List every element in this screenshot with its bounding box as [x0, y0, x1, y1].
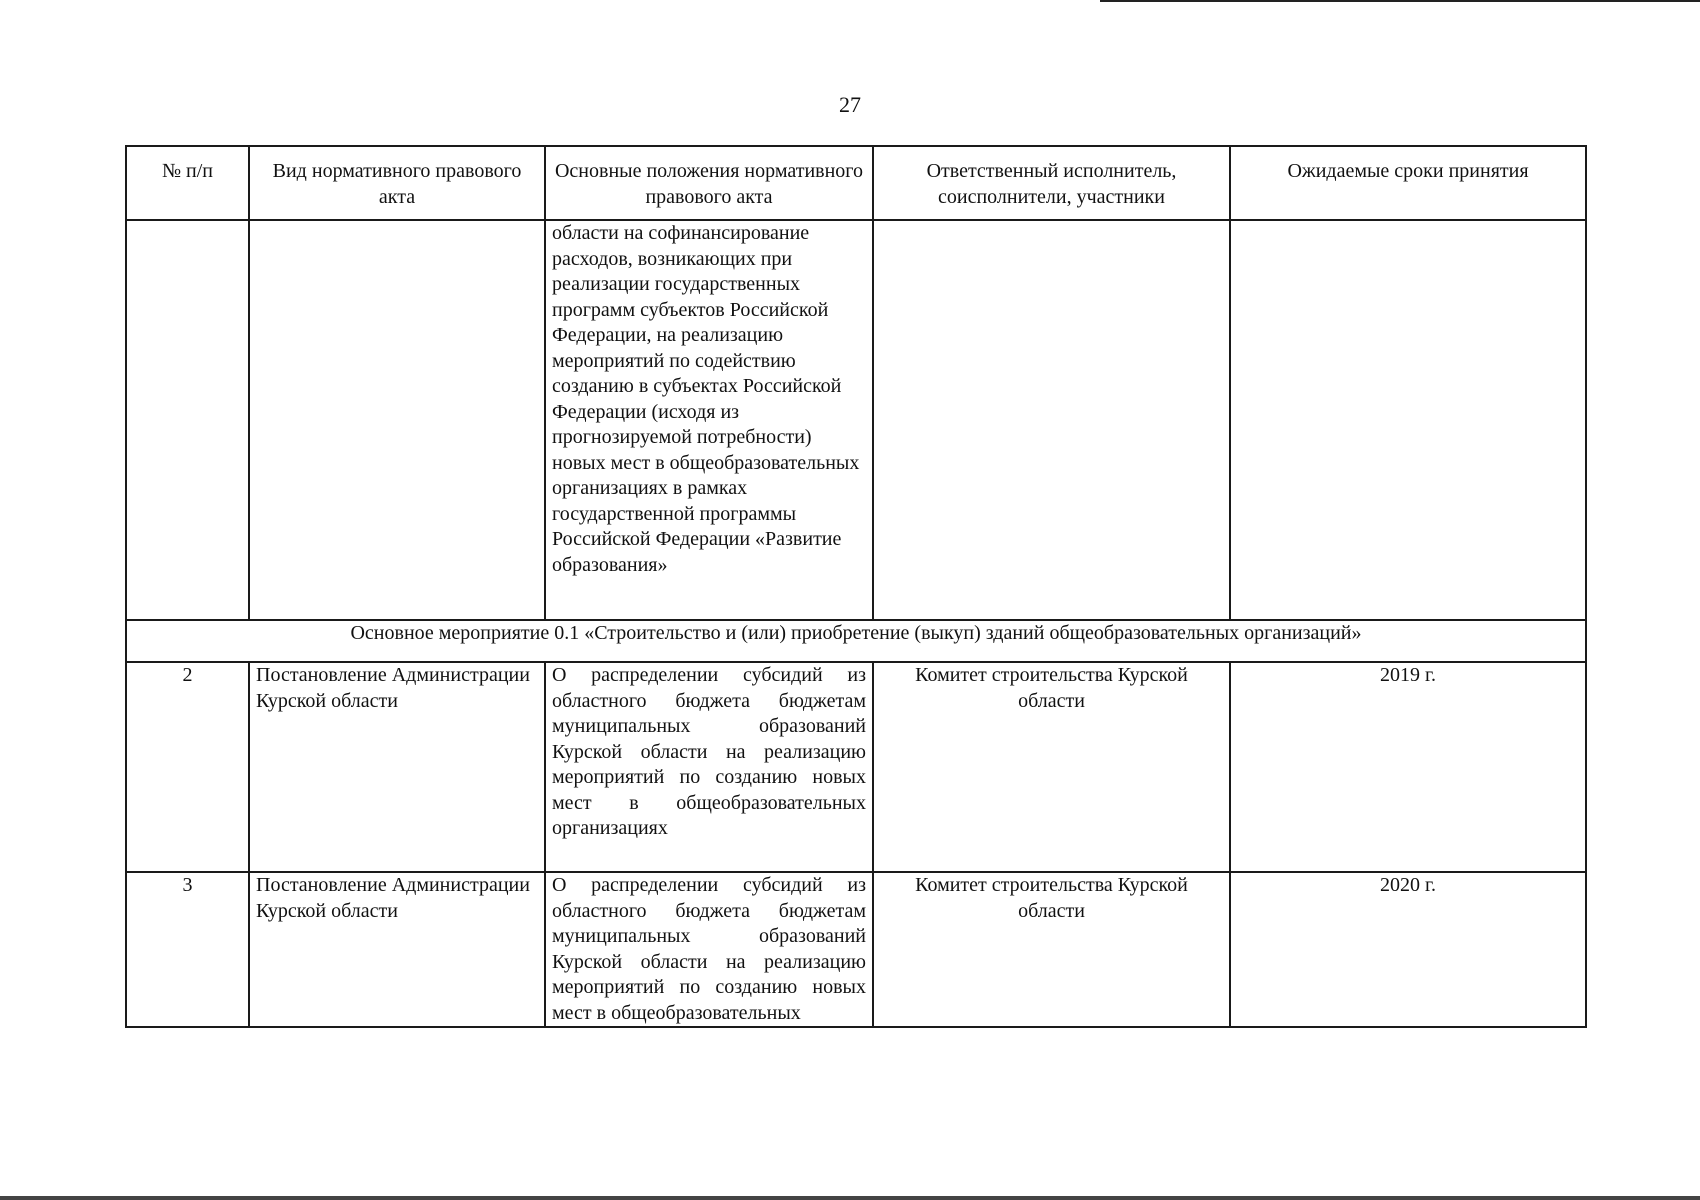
- header-num: № п/п: [126, 146, 249, 220]
- cell-expected-date: 2020 г.: [1230, 872, 1586, 1027]
- cell-main-provisions: О распределении субсидий из областного бюджета бюджетам муниципальных образований Курской области на реализацию мероприятий по созданию новых мест в общеобразовательных организациях: [545, 662, 873, 872]
- header-responsible: Ответственный исполнитель, соисполнители, участники: [873, 146, 1230, 220]
- bottom-scan-edge: [0, 1196, 1700, 1200]
- cell-responsible: [873, 220, 1230, 620]
- page-number: 27: [839, 92, 861, 117]
- cell-act-type: [249, 220, 545, 620]
- header-main-provisions: Основные положения нормативного правового акта: [545, 146, 873, 220]
- cell-expected-date: 2019 г.: [1230, 662, 1586, 872]
- cell-main-provisions: О распределении субсидий из областного бюджета бюджетам муниципальных образований Курской области на реализацию мероприятий по созданию новых мест в общеобразовательных: [545, 872, 873, 1027]
- table-row: [126, 662, 1586, 872]
- cell-responsible: Комитет строительства Курской области: [873, 872, 1230, 1027]
- cell-main-provisions: области на софинансирование расходов, возникающих при реализации государственных программ субъектов Российской Федерации, на реализацию мероприятий по содействию созданию в субъектах Российской Федерации (исходя из прогнозируемой потребности) новых мест в общеобразовательных организациях в рамках государственной программы Российской Федерации «Развитие образования»: [545, 220, 873, 620]
- section-row: [126, 620, 1586, 662]
- cell-num: 3: [126, 872, 249, 1027]
- cell-responsible: Комитет строительства Курской области: [873, 662, 1230, 872]
- section-title: Основное мероприятие 0.1 «Строительство и (или) приобретение (выкуп) зданий общеобразовательных организаций»: [126, 620, 1586, 662]
- cell-num: [126, 220, 249, 620]
- cell-act-type: Постановление Администрации Курской области: [249, 872, 545, 1027]
- cell-num: 2: [126, 662, 249, 872]
- table-row: [126, 872, 1586, 1027]
- table-header-row: [126, 146, 1586, 220]
- cell-act-type: Постановление Администрации Курской области: [249, 662, 545, 872]
- top-border-line: [1100, 0, 1700, 2]
- header-expected-dates: Ожидаемые сроки принятия: [1230, 146, 1586, 220]
- header-act-type: Вид нормативного правового акта: [249, 146, 545, 220]
- table-row-continuation: [126, 220, 1586, 620]
- cell-expected-date: [1230, 220, 1586, 620]
- legal-acts-table: [125, 145, 1587, 1028]
